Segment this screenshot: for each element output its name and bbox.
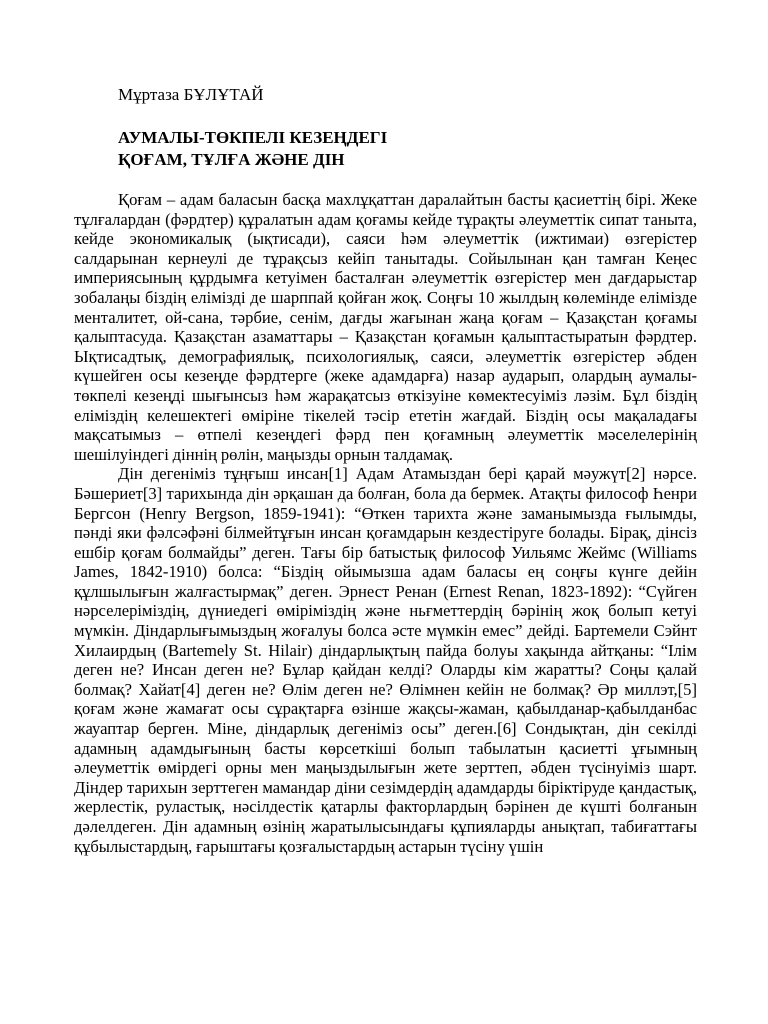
paragraph: Қоғам – адам баласын басқа махлұқаттан даралайтын басты қасиеттің бірі. Жеке тұлғалардан (фәрдтер) құралатын адам қоғамы кейде тұрақты әлеуметтік сипат таныта, кейде экономикалық (ықтисади), саяси һәм әлеуметтік (ижтимаи) өзгерістер салдарынан кернеулі де тұрақсыз кейіп танытады. Сойылынан қан тамған Кеңес империясының құрдымға кетуімен басталған әлеуметтік өзгерістер мен дағдарыстар зобалаңы біздің елімізді де шарппай қойған жоқ. Соңғы 10 жылдың көлемінде елімізде менталитет, ой-сана, тәрбие, сенім, дағды жағынан жаңа қоғам – Қазақстан қоғамы қалыптасуда. Қазақстан азаматтары – Қазақстан қоғамын қалыптастыратын фәрдтер. Ықтисадтық, демографиялық, психологиялық, саяси, әлеуметтік өзгерістер әбден күшейген осы кезеңде фәрдтерге (жеке адамдарға) назар аударып, олардың аумалы-төкпелі кезеңді шығынсыз һәм жарақатсыз өткізуіне көмектесуіміз ләзім. Бұл біздің еліміздің келешектегі өміріне тікелей тәсір ететін жағдай. Біздің осы мақаладағы мақсатымыз – өтпелі кезеңдегі фәрд пен қоғамның әлеуметтік мәселелерінің шешілуіндегі діннің рөлін, маңызды орнын талдамақ.	[74, 190, 697, 464]
document-page	[74, 84, 697, 856]
paragraph: Дін дегеніміз тұңғыш инсан[1] Адам Атамыздан бері қарай мәужүт[2] нәрсе. Бәшериет[3] тарихында дін әрқашан да болған, бола да бермек. Атақты философ Һенри Бергсон (Henry Bergson, 1859-1941): “Өткен тарихта және заманымызда ғылымды, пәнді яки фәлсәфәні білмейтұғын инсан қоғамдарын кездестіруге болады. Бірақ, дінсіз ешбір қоғам болмайды” деген. Тағы бір батыстық философ Уильямс Жеймс (Williams James, 1842-1910) болса: “Біздің ойымызша адам баласы ең соңғы күнге дейін құлшылығын жалғастырмақ” деген. Эрнест Ренан (Ernest Renan, 1823-1892): “Сүйген нәрселеріміздің, дүниедегі өміріміздің және ньғметтердің бәрінің жоқ болып кетуі мүмкін. Діндарлығымыздың жоғалуы болса әсте мүмкін емес” дейді. Бартемели Сэйнт Хилаирдың (Bartemely St. Hilair) діндарлықтың пайда болуы хақында айтқаны: “Ілім деген не? Инсан деген не? Бұлар қайдан келді? Оларды кім жаратты? Соңы қалай болмақ? Хайат[4] деген не? Өлім деген не? Өлімнен кейін не болмақ? Әр миллэт,[5] қоғам және жамағат осы сұрақтарға өзінше жақсы-жаман, қабылданар-қабылданбас жауаптар берген. Міне, діндарлық дегеніміз осы” деген.[6] Сондықтан, дін секілді адамның адамдығының басты көрсеткіші болып табылатын қасиетті ұғымның әлеуметтік өмірдегі орны мен маңыздылығын жете зерттеп, әбден түсінуіміз шарт. Діндер тарихын зерттеген мамандар діни сезімдердің адамдарды біріктіруде қандастық, жерлестік, руластық, нәсілдестік қатарлы факторлардың бәрінен де күшті болғанын дәлелдеген. Дін адамның өзінің жаратылысындағы құпияларды анықтап, табиғаттағы құбылыстардың, ғарыштағы қозғалыстардың астарын түсіну үшін	[74, 464, 697, 856]
article-title	[118, 127, 697, 171]
title-line: ҚОҒАМ, ТҰЛҒА ЖӘНЕ ДІН	[118, 150, 345, 169]
author-name: Мұртаза БҰЛҰТАЙ	[118, 85, 264, 104]
title-line: АУМАЛЫ-ТӨКПЕЛІ КЕЗЕҢДЕГІ	[118, 128, 388, 147]
